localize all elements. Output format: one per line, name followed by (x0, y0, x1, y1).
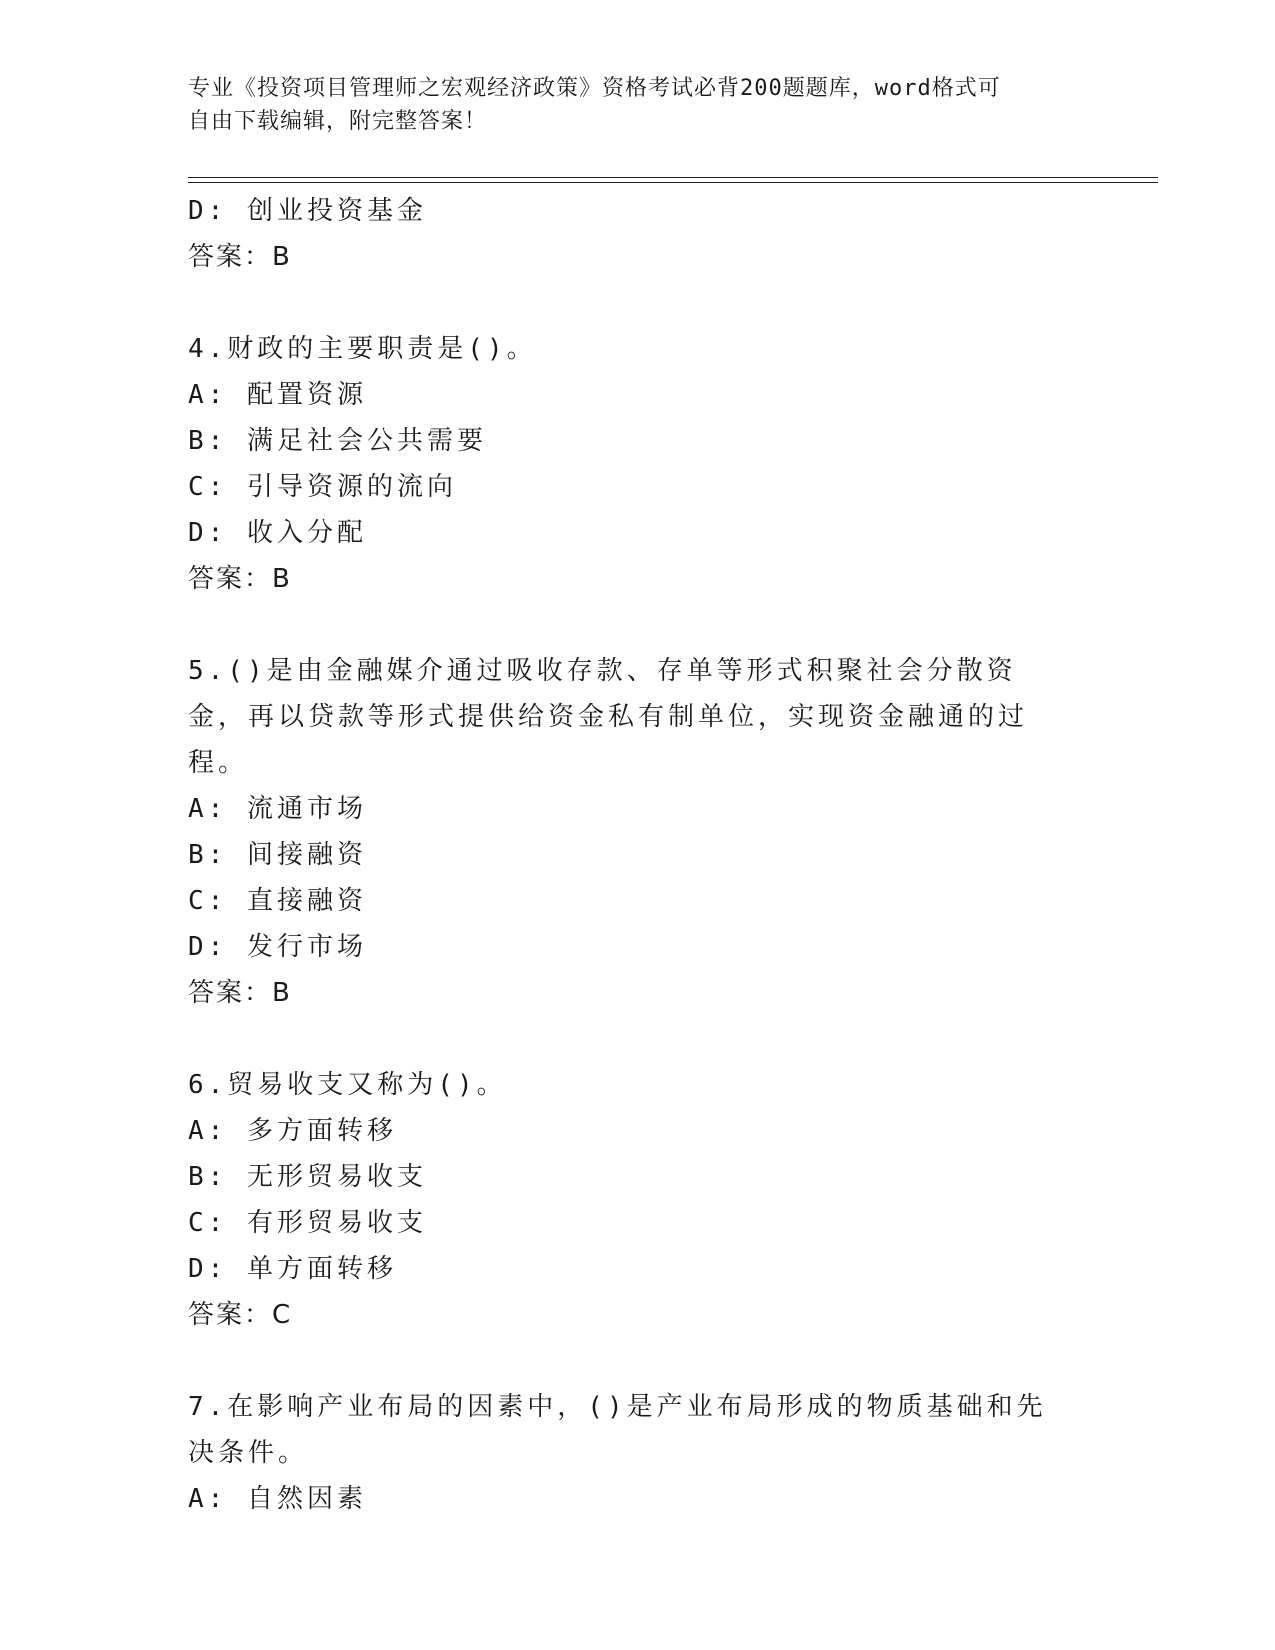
header-divider-bottom (188, 182, 1158, 183)
question-5-option-c: C: 直接融资 (188, 886, 367, 916)
question-4-option-b: B: 满足社会公共需要 (188, 426, 487, 456)
question-7-option-a: A: 自然因素 (188, 1484, 367, 1514)
question-5-answer: 答案：B (188, 978, 292, 1008)
question-6-answer: 答案：C (188, 1300, 293, 1330)
question-5-option-a: A: 流通市场 (188, 794, 367, 824)
question-4-block (188, 326, 1088, 602)
question-5-option-b: B: 间接融资 (188, 840, 367, 870)
question-4-text: 4.财政的主要职责是()。 (188, 334, 537, 364)
header-divider-top (188, 177, 1158, 178)
question-list (188, 188, 1088, 1522)
question-6-block (188, 1062, 1088, 1338)
question-6-text: 6.贸易收支又称为()。 (188, 1070, 507, 1100)
question-3-answer: 答案：B (188, 242, 292, 272)
question-7-text: 7.在影响产业布局的因素中，()是产业布局形成的物质基础和先决条件。 (188, 1392, 1047, 1468)
question-6-option-d: D: 单方面转移 (188, 1254, 397, 1284)
question-4-answer: 答案：B (188, 564, 292, 594)
spacer (188, 280, 1088, 326)
spacer (188, 1338, 1088, 1384)
document-header (188, 72, 1068, 138)
question-6-option-a: A: 多方面转移 (188, 1116, 397, 1146)
question-5-block (188, 648, 1088, 1016)
question-6-option-c: C: 有形贸易收支 (188, 1208, 427, 1238)
question-4-option-d: D: 收入分配 (188, 518, 367, 548)
header-line-2: 自由下载编辑，附完整答案！ (188, 109, 488, 134)
question-5-text: 5.()是由金融媒介通过吸收存款、存单等形式积聚社会分散资金，再以贷款等形式提供给资金私有制单位，实现资金融通的过程。 (188, 656, 1029, 778)
question-6-option-b: B: 无形贸易收支 (188, 1162, 427, 1192)
question-7-block (188, 1384, 1088, 1522)
spacer (188, 602, 1088, 648)
question-4-option-a: A: 配置资源 (188, 380, 367, 410)
header-line-1: 专业《投资项目管理师之宏观经济政策》资格考试必背200题题库，word格式可 (188, 76, 1001, 101)
question-4-option-c: C: 引导资源的流向 (188, 472, 457, 502)
question-3-block (188, 188, 1088, 280)
question-5-option-d: D: 发行市场 (188, 932, 367, 962)
question-3-option-d: D: 创业投资基金 (188, 196, 427, 226)
spacer (188, 1016, 1088, 1062)
